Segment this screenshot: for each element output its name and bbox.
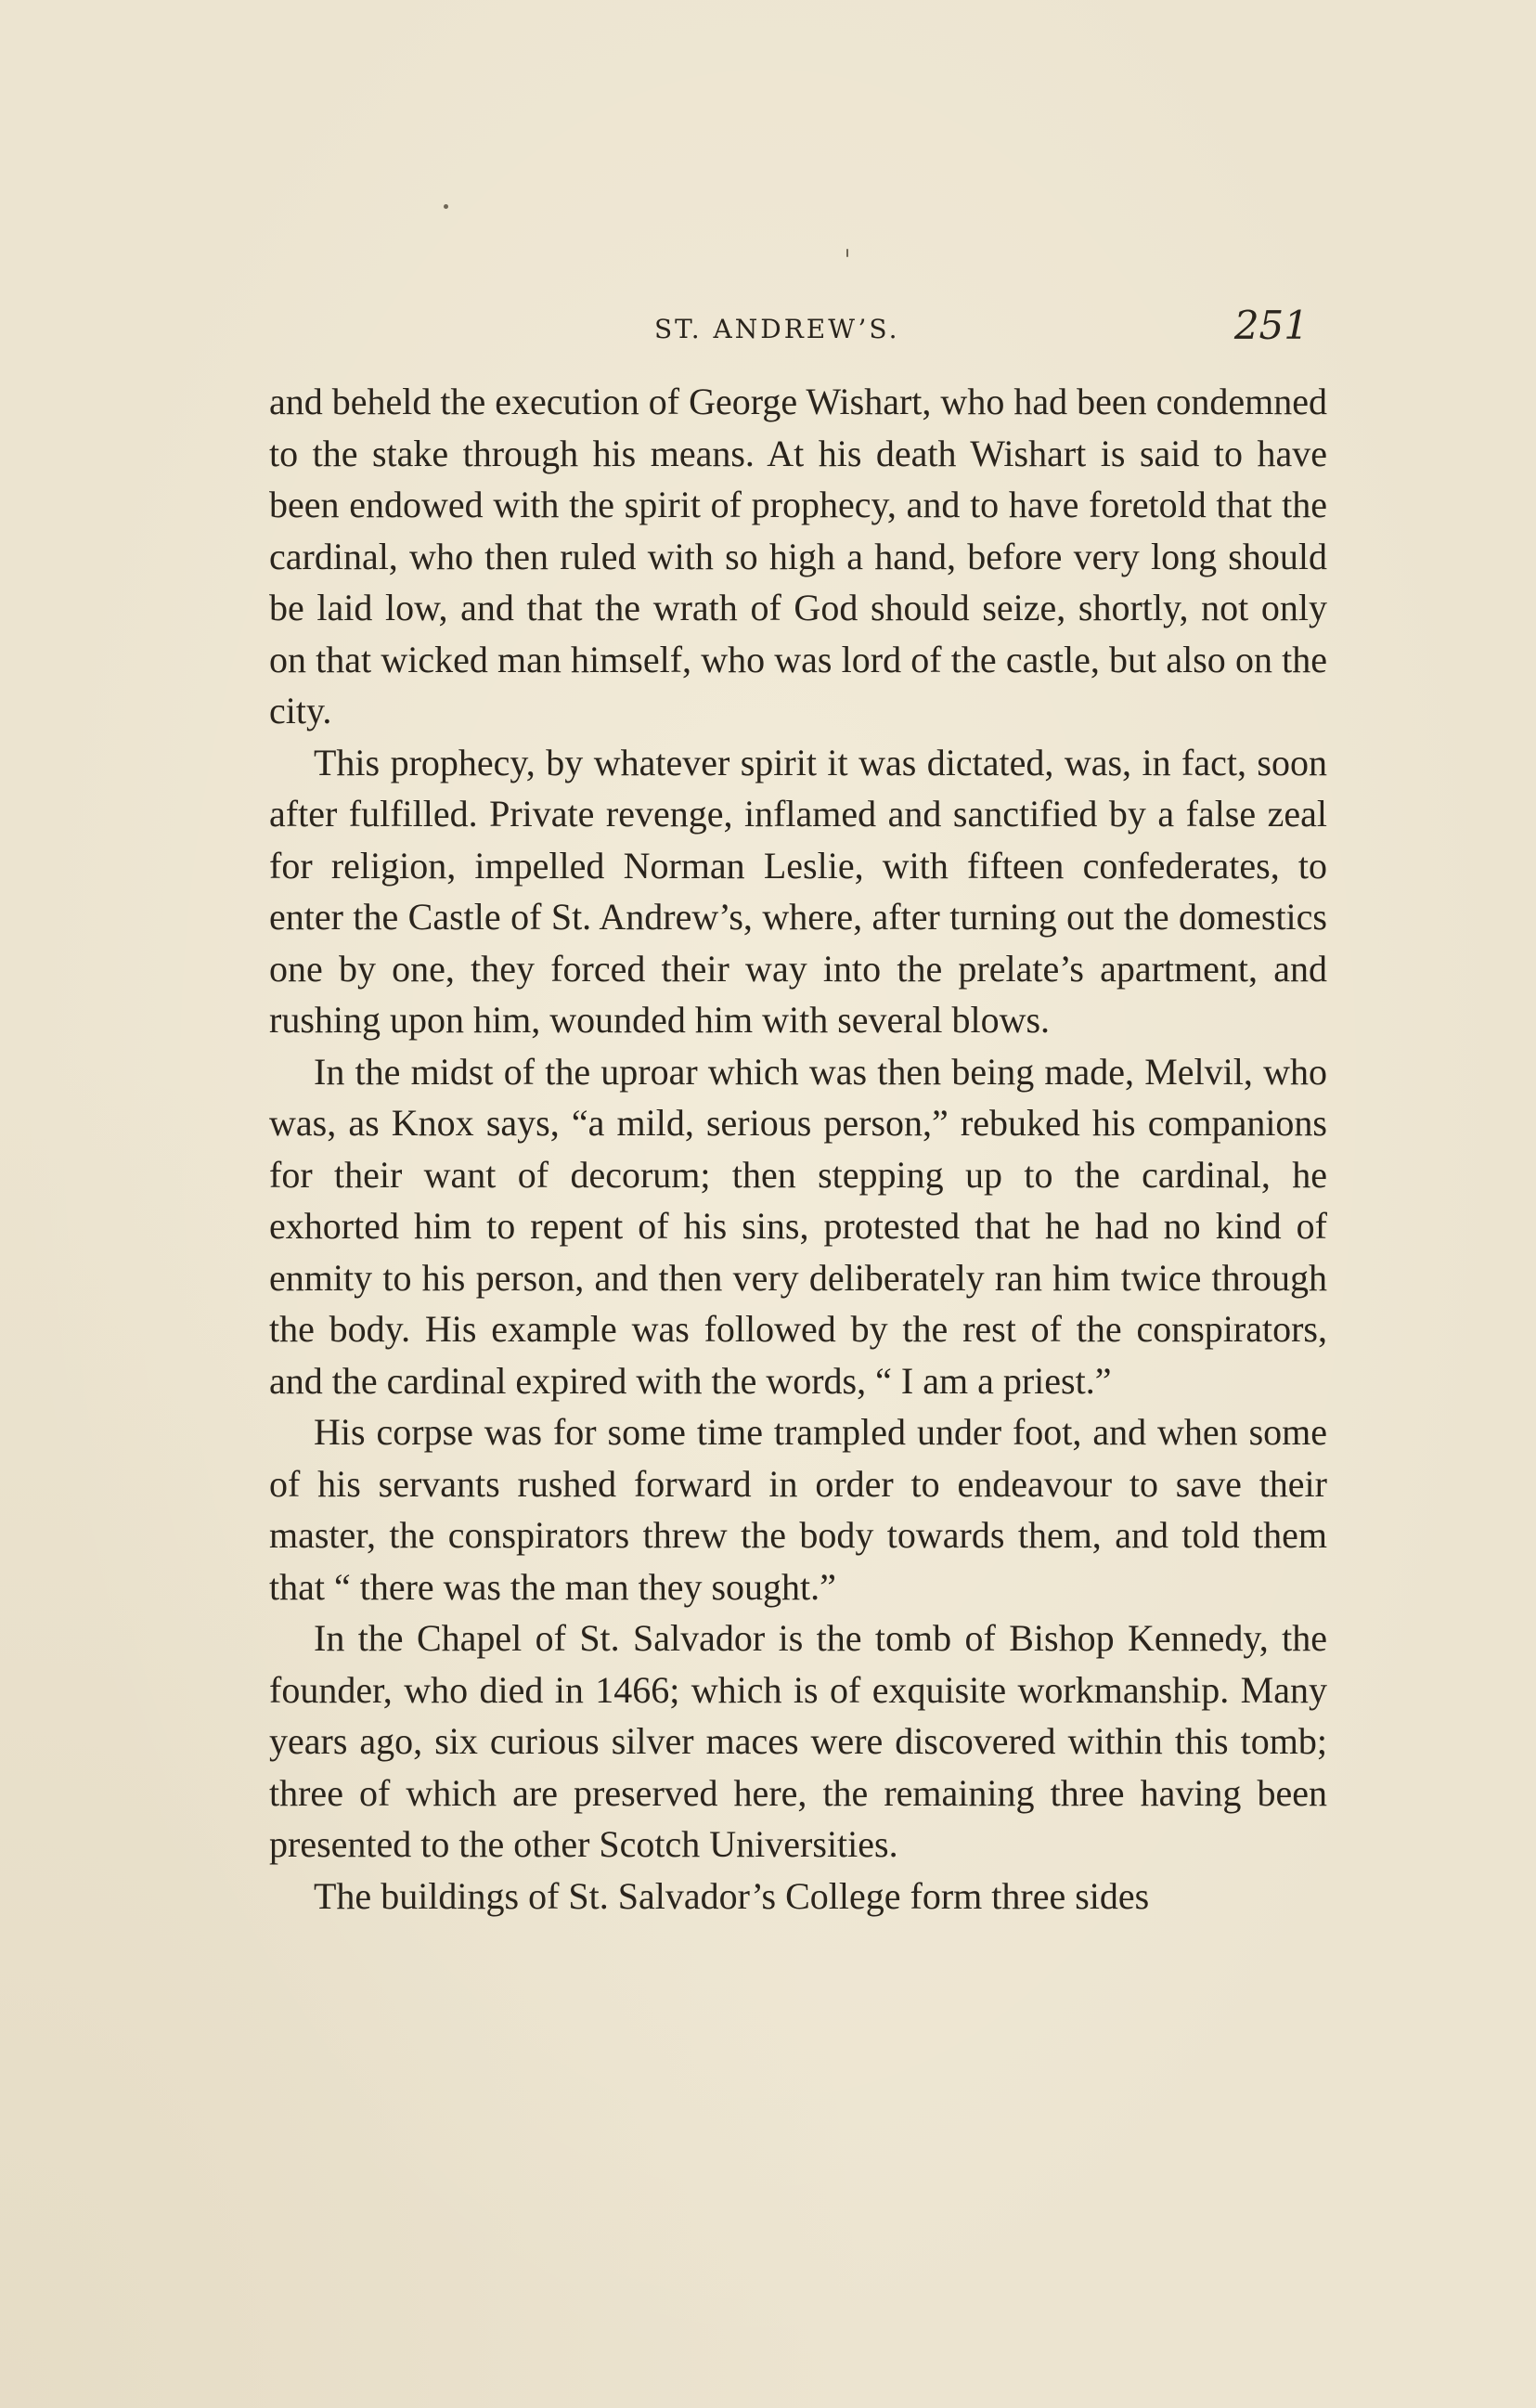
- page-number: 251: [1233, 303, 1309, 348]
- paragraph: In the Chapel of St. Salvador is the tomb of Bishop Kennedy, the founder, who died in 1466; which is of exquisite workmanship. Many years ago, six curious silver maces were discovered within this tomb; three of which are preserved here, the remaining three having been presented to the other Scotch Universities.: [269, 1617, 1327, 1865]
- paper-speck: [444, 204, 448, 209]
- paragraph: The buildings of St. Salvador’s College form three sides: [314, 1874, 1150, 1917]
- running-title: ST. ANDREW’S.: [654, 314, 900, 344]
- body-text: [269, 376, 1327, 1922]
- page-header: [269, 303, 1309, 362]
- paragraph: His corpse was for some time trampled under foot, and when some of his servants rushed forward in order to endeavour to save their master, the conspirators threw the body towards them, and told them that “ there was the man they sought.”: [269, 1411, 1327, 1608]
- paragraph: In the midst of the uproar which was then being made, Melvil, who was, as Knox says, “a mild, serious person,” rebuked his companions for their want of decorum; then stepping up to the cardinal, he exhorted him to repent of his sins, protested that he had no kind of enmity to his person, and then very deliberately ran him twice through the body. His example was followed by the rest of the conspirators, and the cardinal expired with the words, “ I am a priest.”: [269, 1050, 1327, 1402]
- paragraph: This prophecy, by whatever spirit it was dictated, was, in fact, soon after fulfilled. Private revenge, inflamed and sanctified by a false zeal for religion, impelled Norman Leslie, with fifteen confederates, to enter the Castle of St. Andrew’s, where, after turning out the domestics one by one, they forced their way into the prelate’s apartment, and rushing upon him, wounded him with several blows.: [269, 741, 1327, 1041]
- paper-speck: [846, 249, 848, 257]
- paragraph: and beheld the execution of George Wishart, who had been condemned to the stake through his means. At his death Wishart is said to have been endowed with the spirit of prophecy, and to have foretold that the cardinal, who then ruled with so high a hand, before very long should be laid low, and that the wrath of God should seize, shortly, not only on that wicked man himself, who was lord of the castle, but also on the city.: [269, 381, 1327, 731]
